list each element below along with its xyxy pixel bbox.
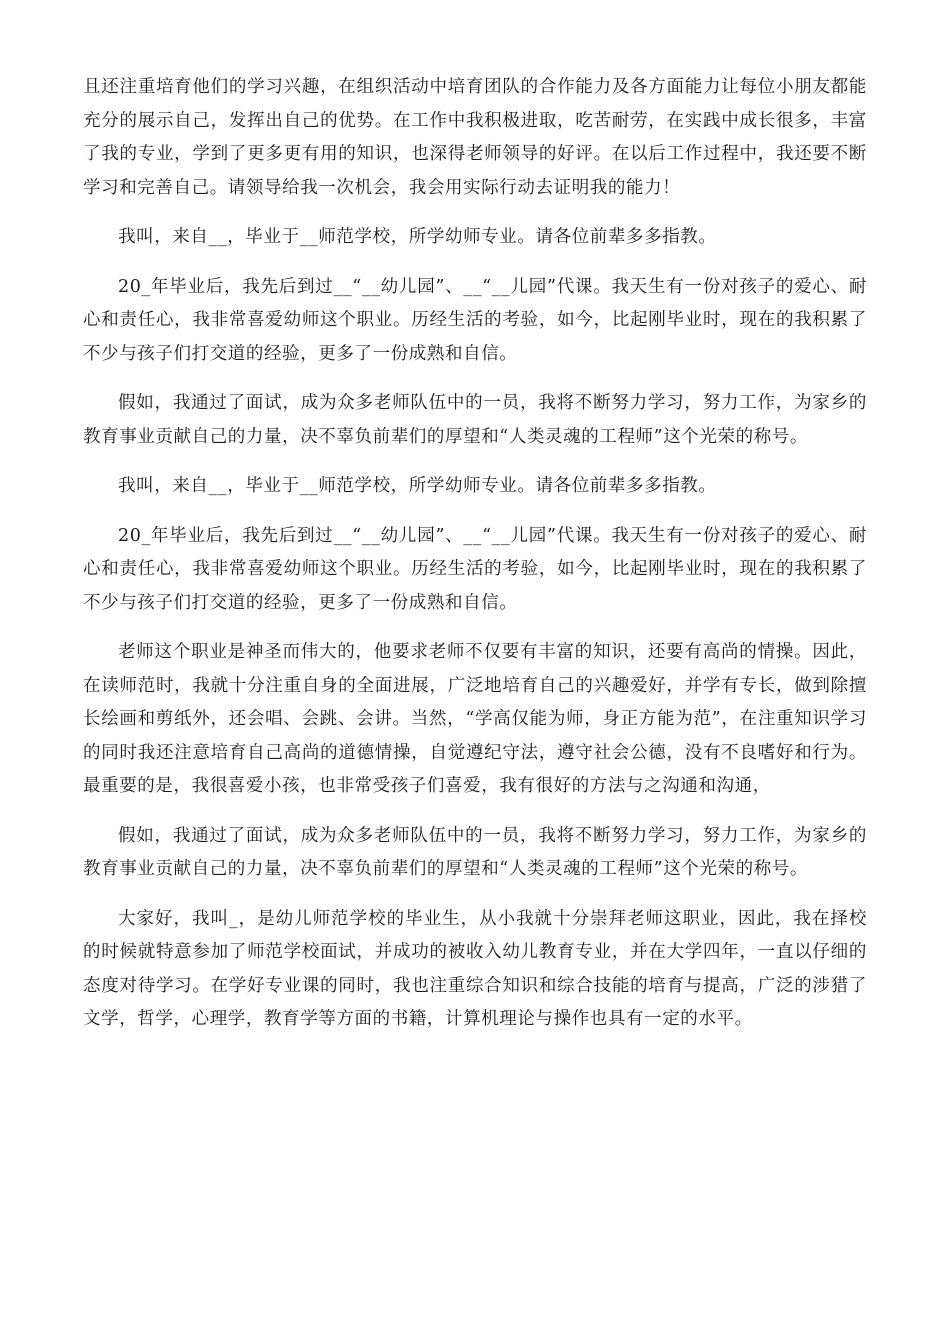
paragraph-profession: 老师这个职业是神圣而伟大的，他要求老师不仅要有丰富的知识，还要有高尚的情操。因此，在读师范时，我就十分注重自身的全面进展，广泛地培育自己的兴趣爱好，并学有专长，做到除擅长绘画和剪纸外，还会唱、会跳、会讲。当然，“学高仅能为师，身正方能为范”，在注重知识学习的同时我还注意培育自己高尚的道德情操，自觉遵纪守法，遵守社会公德，没有不良嗜好和行为。最重要的是，我很喜爱小孩，也非常受孩子们喜爱，我有很好的方法与之沟通和沟通， — [83, 642, 867, 796]
paragraph-commitment-1: 假如，我通过了面试，成为众多老师队伍中的一员，我将不断努力学习，努力工作，为家乡的教育事业贡献自己的力量，决不辜负前辈们的厚望和“人类灵魂的工程师”这个光荣的称号。 — [83, 393, 867, 447]
paragraph-intro-1: 我叫，来自__，毕业于__师范学校，所学幼师专业。请各位前辈多多指教。 — [118, 227, 717, 247]
paragraph-experience-1: 20_年毕业后，我先后到过__“__幼儿园”、__“__儿园”代课。我天生有一份对孩子的爱心、耐心和责任心，我非常喜爱幼师这个职业。历经生活的考验，如今，比起刚毕业时，现在的我积累了不少与孩子们打交道的经验，更多了一份成熟和自信。 — [83, 276, 867, 364]
paragraph-continuation: 且还注重培育他们的学习兴趣，在组织活动中培育团队的合作能力及各方面能力让每位小朋友都能充分的展示自己，发挥出自己的优势。在工作中我积极进取，吃苦耐劳，在实践中成长很多，丰富了我的专业，学到了更多更有用的知识，也深得老师领导的好评。在以后工作过程中，我还要不断学习和完善自己。请领导给我一次机会，我会用实际行动去证明我的能力！ — [83, 77, 867, 198]
paragraph-commitment-2: 假如，我通过了面试，成为众多老师队伍中的一员，我将不断努力学习，努力工作，为家乡的教育事业贡献自己的力量，决不辜负前辈们的厚望和“人类灵魂的工程师”这个光荣的称号。 — [83, 825, 867, 879]
paragraph-experience-2: 20_年毕业后，我先后到过__“__幼儿园”、__“__儿园”代课。我天生有一份对孩子的爱心、耐心和责任心，我非常喜爱幼师这个职业。历经生活的考验，如今，比起刚毕业时，现在的我积累了不少与孩子们打交道的经验，更多了一份成熟和自信。 — [83, 525, 867, 613]
paragraph-intro-3: 大家好，我叫_，是幼儿师范学校的毕业生，从小我就十分崇拜老师这职业，因此，我在择校的时候就特意参加了师范学校面试，并成功的被收入幼儿教育专业，并在大学四年，一直以仔细的态度对待学习。在学好专业课的同时，我也注重综合知识和综合技能的培育与提高，广泛的涉猎了文学，哲学，心理学，教育学等方面的书籍，计算机理论与操作也具有一定的水平。 — [83, 908, 867, 1029]
paragraph-intro-2: 我叫，来自__，毕业于__师范学校，所学幼师专业。请各位前辈多多指教。 — [118, 476, 717, 496]
document-page — [83, 71, 867, 1053]
